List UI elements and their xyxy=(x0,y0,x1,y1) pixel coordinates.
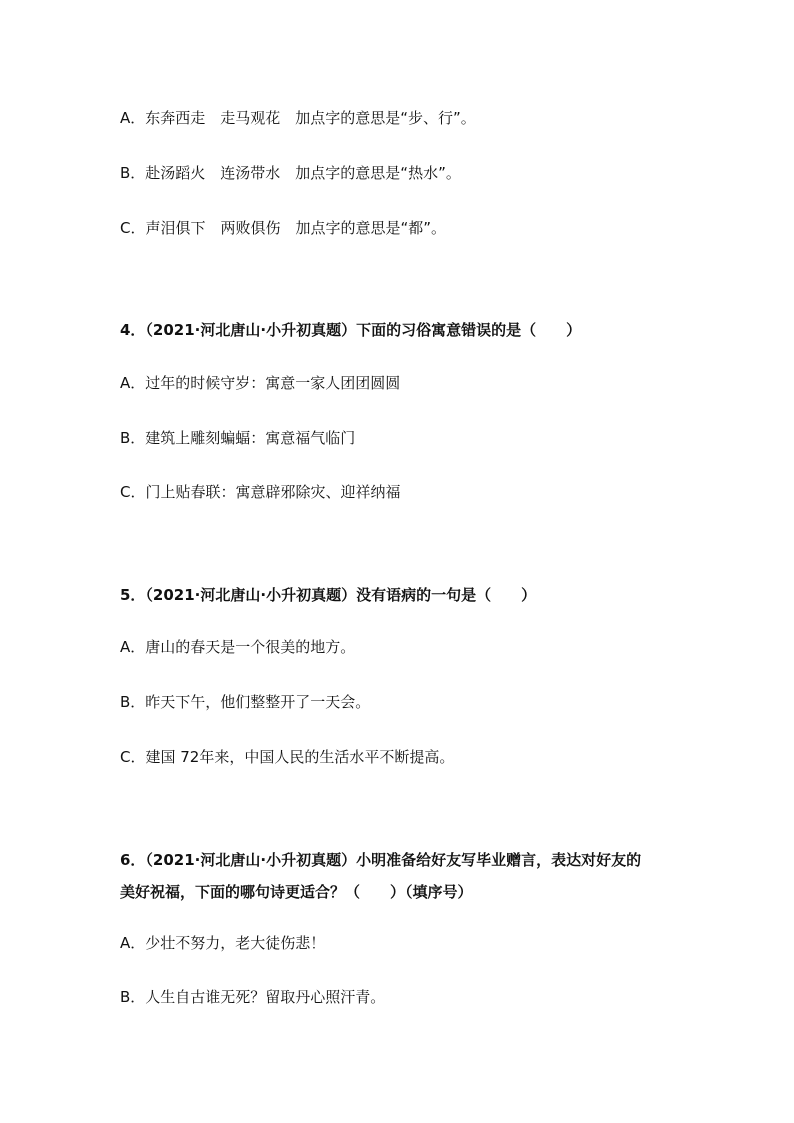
q6-stem-line2: 美好祝福，下面的哪句诗更适合？（ ）（填序号） xyxy=(120,883,473,901)
q5-stem: 5．（2021·河北唐山·小升初真题）没有语病的一句是（ ） xyxy=(120,586,537,604)
q6-stem-line1: 6．（2021·河北唐山·小升初真题）小明准备给好友写毕业赠言，表达对好友的 xyxy=(120,851,642,869)
q4-stem: 4．（2021·河北唐山·小升初真题）下面的习俗寓意错误的是（ ） xyxy=(120,321,582,339)
q5-option-b: B．昨天下午，他们整整开了一天会。 xyxy=(120,693,371,711)
q6-option-a: A．少壮不努力，老大徒伤悲！ xyxy=(120,934,326,952)
q3-option-a: A．东奔西走 走马观花 加点字的意思是“步、行”。 xyxy=(120,109,476,127)
q6-option-b: B．人生自古谁无死？留取丹心照汗青。 xyxy=(120,988,386,1006)
q5-option-c: C．建国 72年来，中国人民的生活水平不断提高。 xyxy=(120,748,455,766)
q3-option-c: C．声泪俱下 两败俱伤 加点字的意思是“都”。 xyxy=(120,219,447,237)
q5-option-a: A．唐山的春天是一个很美的地方。 xyxy=(120,638,356,656)
q4-option-c: C．门上贴春联：寓意辟邪除灾、迎祥纳福 xyxy=(120,483,401,501)
q4-option-b: B．建筑上雕刻蝙蝠：寓意福气临门 xyxy=(120,429,356,447)
q4-option-a: A．过年的时候守岁：寓意一家人团团圆圆 xyxy=(120,374,401,392)
q3-option-b: B．赴汤蹈火 连汤带水 加点字的意思是“热水”。 xyxy=(120,164,461,182)
